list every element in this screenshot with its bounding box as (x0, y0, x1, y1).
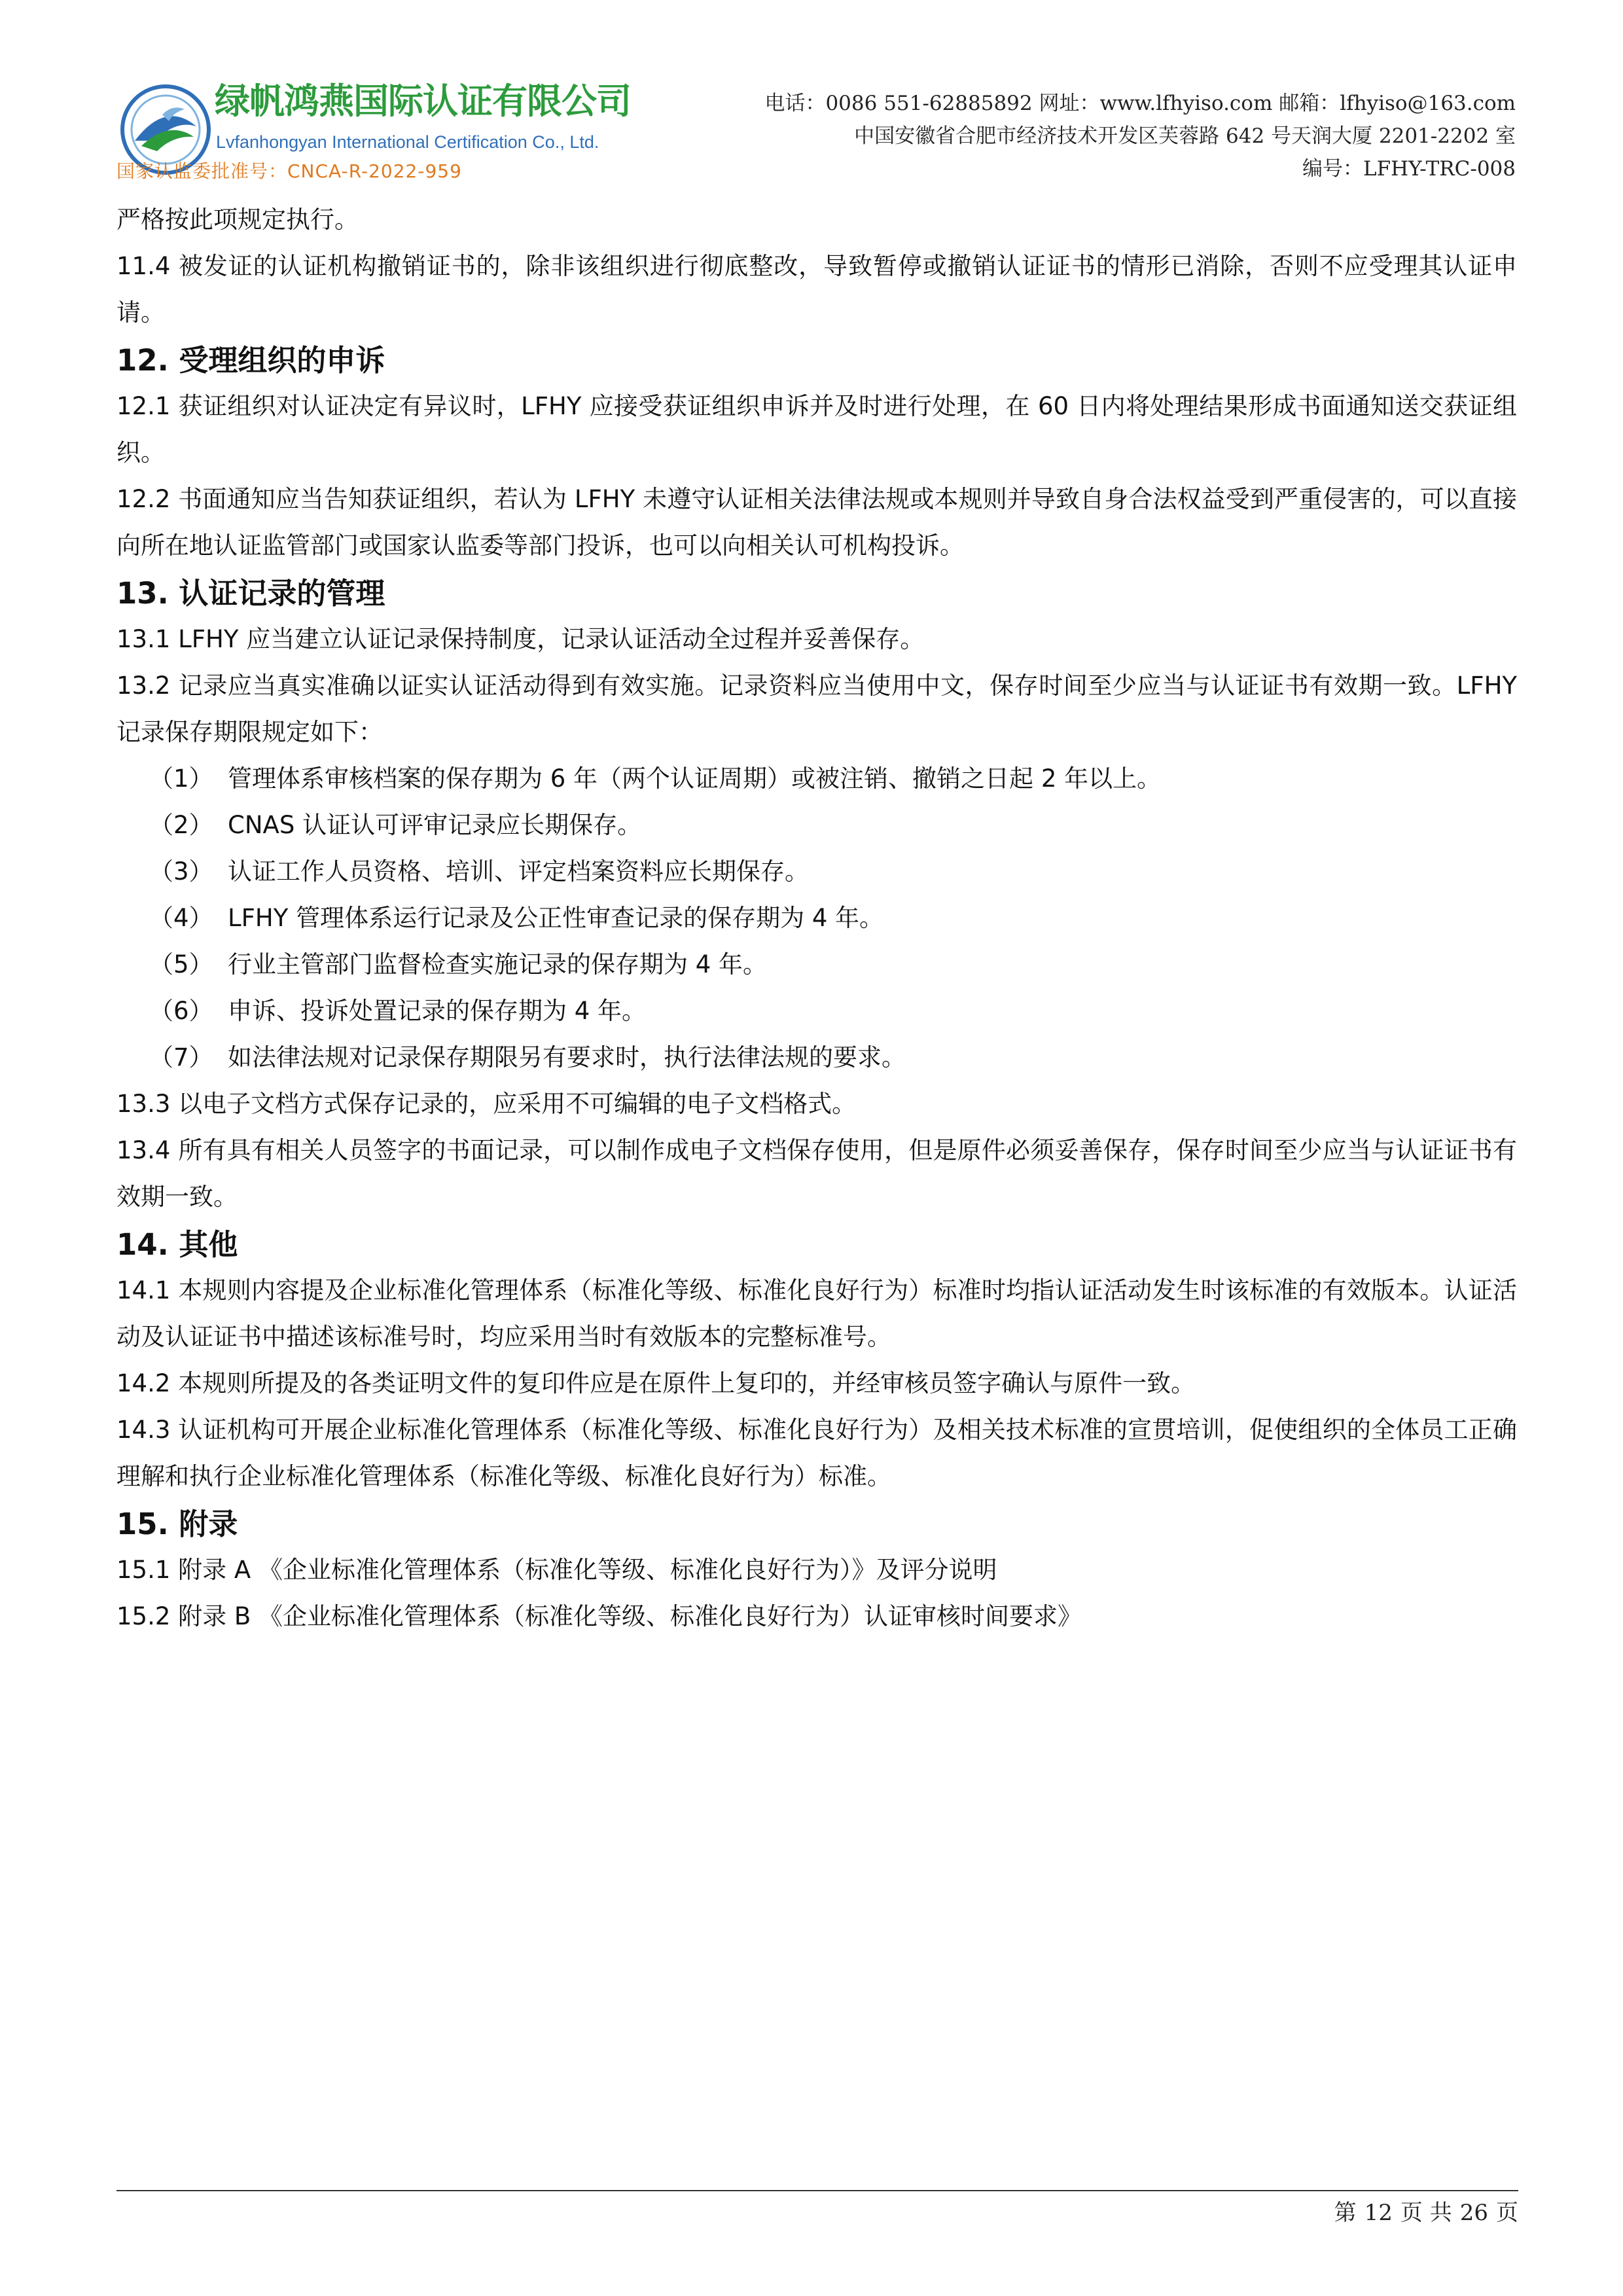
paragraph-11-4: 11.4 被发证的认证机构撤销证书的，除非该组织进行彻底整改，导致暂停或撤销认证证书的情形已消除，否则不应受理其认证申请。 (116, 252, 1518, 327)
list-item-number: （4） (149, 904, 213, 932)
paragraph-13-3: 13.3 以电子文档方式保存记录的，应采用不可编辑的电子文档格式。 (116, 1090, 857, 1118)
list-item-number: （7） (149, 1043, 213, 1071)
page-total: 26 (1459, 2200, 1488, 2226)
page-label: 页 (1496, 2200, 1518, 2226)
company-name-en: Lvfanhongyan International Certification Co., Ltd. (216, 132, 599, 152)
paragraph-15-2: 15.2 附录 B 《企业标准化管理体系（标准化等级、标准化良好行为）认证审核时间要求》 (116, 1602, 1082, 1630)
list-item (116, 941, 1517, 988)
list-item-number: （2） (149, 811, 213, 839)
page-current: 12 (1364, 2200, 1393, 2226)
list-item (116, 755, 1517, 802)
company-name-cn: 绿帆鸿燕国际认证有限公司 (215, 81, 631, 122)
paragraph: 严格按此项规定执行。 (116, 206, 359, 234)
list-item-text: 行业主管部门监督检查实施记录的保存期为 4 年。 (228, 950, 768, 978)
list-item (116, 848, 1517, 895)
list-item-text: 申诉、投诉处置记录的保存期为 4 年。 (228, 997, 647, 1025)
company-logo (116, 75, 653, 187)
section-heading-14: 14. 其他 (116, 1227, 238, 1262)
paragraph-14-3: 14.3 认证机构可开展企业标准化管理体系（标准化等级、标准化良好行为）及相关技术标准的宣贯培训，促使组织的全体员工正确理解和执行企业标准化管理体系（标准化等级、标准化良好行为）标准。 (116, 1416, 1517, 1490)
contact-block (665, 87, 1516, 185)
document-body (116, 196, 1517, 1640)
page-label: 页 共 (1400, 2200, 1452, 2226)
list-item-text: 管理体系审核档案的保存期为 6 年（两个认证周期）或被注销、撤销之日起 2 年以上。 (228, 764, 1162, 793)
list-item-number: （5） (149, 950, 213, 978)
list-item-number: （3） (149, 857, 213, 886)
list-item (116, 1034, 1517, 1081)
list-item-number: （1） (149, 764, 213, 793)
section-heading-13: 13. 认证记录的管理 (116, 576, 385, 611)
page-label: 第 (1334, 2200, 1357, 2226)
address-line: 中国安徽省合肥市经济技术开发区芙蓉路 642 号天润大厦 2201-2202 室 (854, 124, 1516, 148)
footer-divider (116, 2190, 1518, 2191)
retention-list (116, 755, 1517, 1081)
paragraph-12-1: 12.1 获证组织对认证决定有异议时，LFHY 应接受获证组织申诉并及时进行处理，在 60 日内将处理结果形成书面通知送交获证组织。 (116, 392, 1517, 467)
list-item-text: 如法律法规对记录保存期限另有要求时，执行法律法规的要求。 (228, 1043, 906, 1071)
paragraph-12-2: 12.2 书面通知应当告知获证组织，若认为 LFHY 未遵守认证相关法律法规或本规则并导致自身合法权益受到严重侵害的，可以直接向所在地认证监管部门或国家认监委等部门投诉，也可以向相关认可机构投诉。 (116, 485, 1517, 560)
paragraph-15-1: 15.1 附录 A 《企业标准化管理体系（标准化等级、标准化良好行为）》及评分说明 (116, 1556, 997, 1584)
paragraph-13-1: 13.1 LFHY 应当建立认证记录保持制度，记录认证活动全过程并妥善保存。 (116, 625, 925, 653)
list-item (116, 988, 1517, 1034)
paragraph-13-4: 13.4 所有具有相关人员签字的书面记录，可以制作成电子文档保存使用，但是原件必须妥善保存，保存时间至少应当与认证证书有效期一致。 (116, 1136, 1517, 1211)
paragraph-14-1: 14.1 本规则内容提及企业标准化管理体系（标准化等级、标准化良好行为）标准时均指认证活动发生时该标准的有效版本。认证活动及认证证书中描述该标准号时，均应采用当时有效版本的完整标准号。 (116, 1276, 1517, 1351)
list-item (116, 802, 1517, 848)
list-item-text: LFHY 管理体系运行记录及公正性审查记录的保存期为 4 年。 (228, 904, 884, 932)
list-item (116, 895, 1517, 941)
page-number (1327, 2197, 1518, 2229)
section-heading-15: 15. 附录 (116, 1507, 238, 1541)
paragraph-13-2: 13.2 记录应当真实准确以证实认证活动得到有效实施。记录资料应当使用中文，保存时间至少应当与认证证书有效期一致。LFHY 记录保存期限规定如下： (116, 672, 1517, 746)
section-heading-12: 12. 受理组织的申诉 (116, 343, 385, 378)
document-number: 编号：LFHY-TRC-008 (1302, 157, 1516, 181)
contact-line: 电话：0086 551-62885892 网址：www.lfhyiso.com 邮箱：lfhyiso@163.com (764, 92, 1516, 115)
list-item-number: （6） (149, 997, 213, 1025)
page-header (116, 75, 1516, 187)
paragraph-14-2: 14.2 本规则所提及的各类证明文件的复印件应是在原件上复印的，并经审核员签字确认与原件一致。 (116, 1369, 1196, 1397)
list-item-text: CNAS 认证认可评审记录应长期保存。 (228, 811, 642, 839)
approval-number: 国家认监委批准号：CNCA-R-2022-959 (116, 160, 462, 182)
list-item-text: 认证工作人员资格、培训、评定档案资料应长期保存。 (228, 857, 809, 886)
